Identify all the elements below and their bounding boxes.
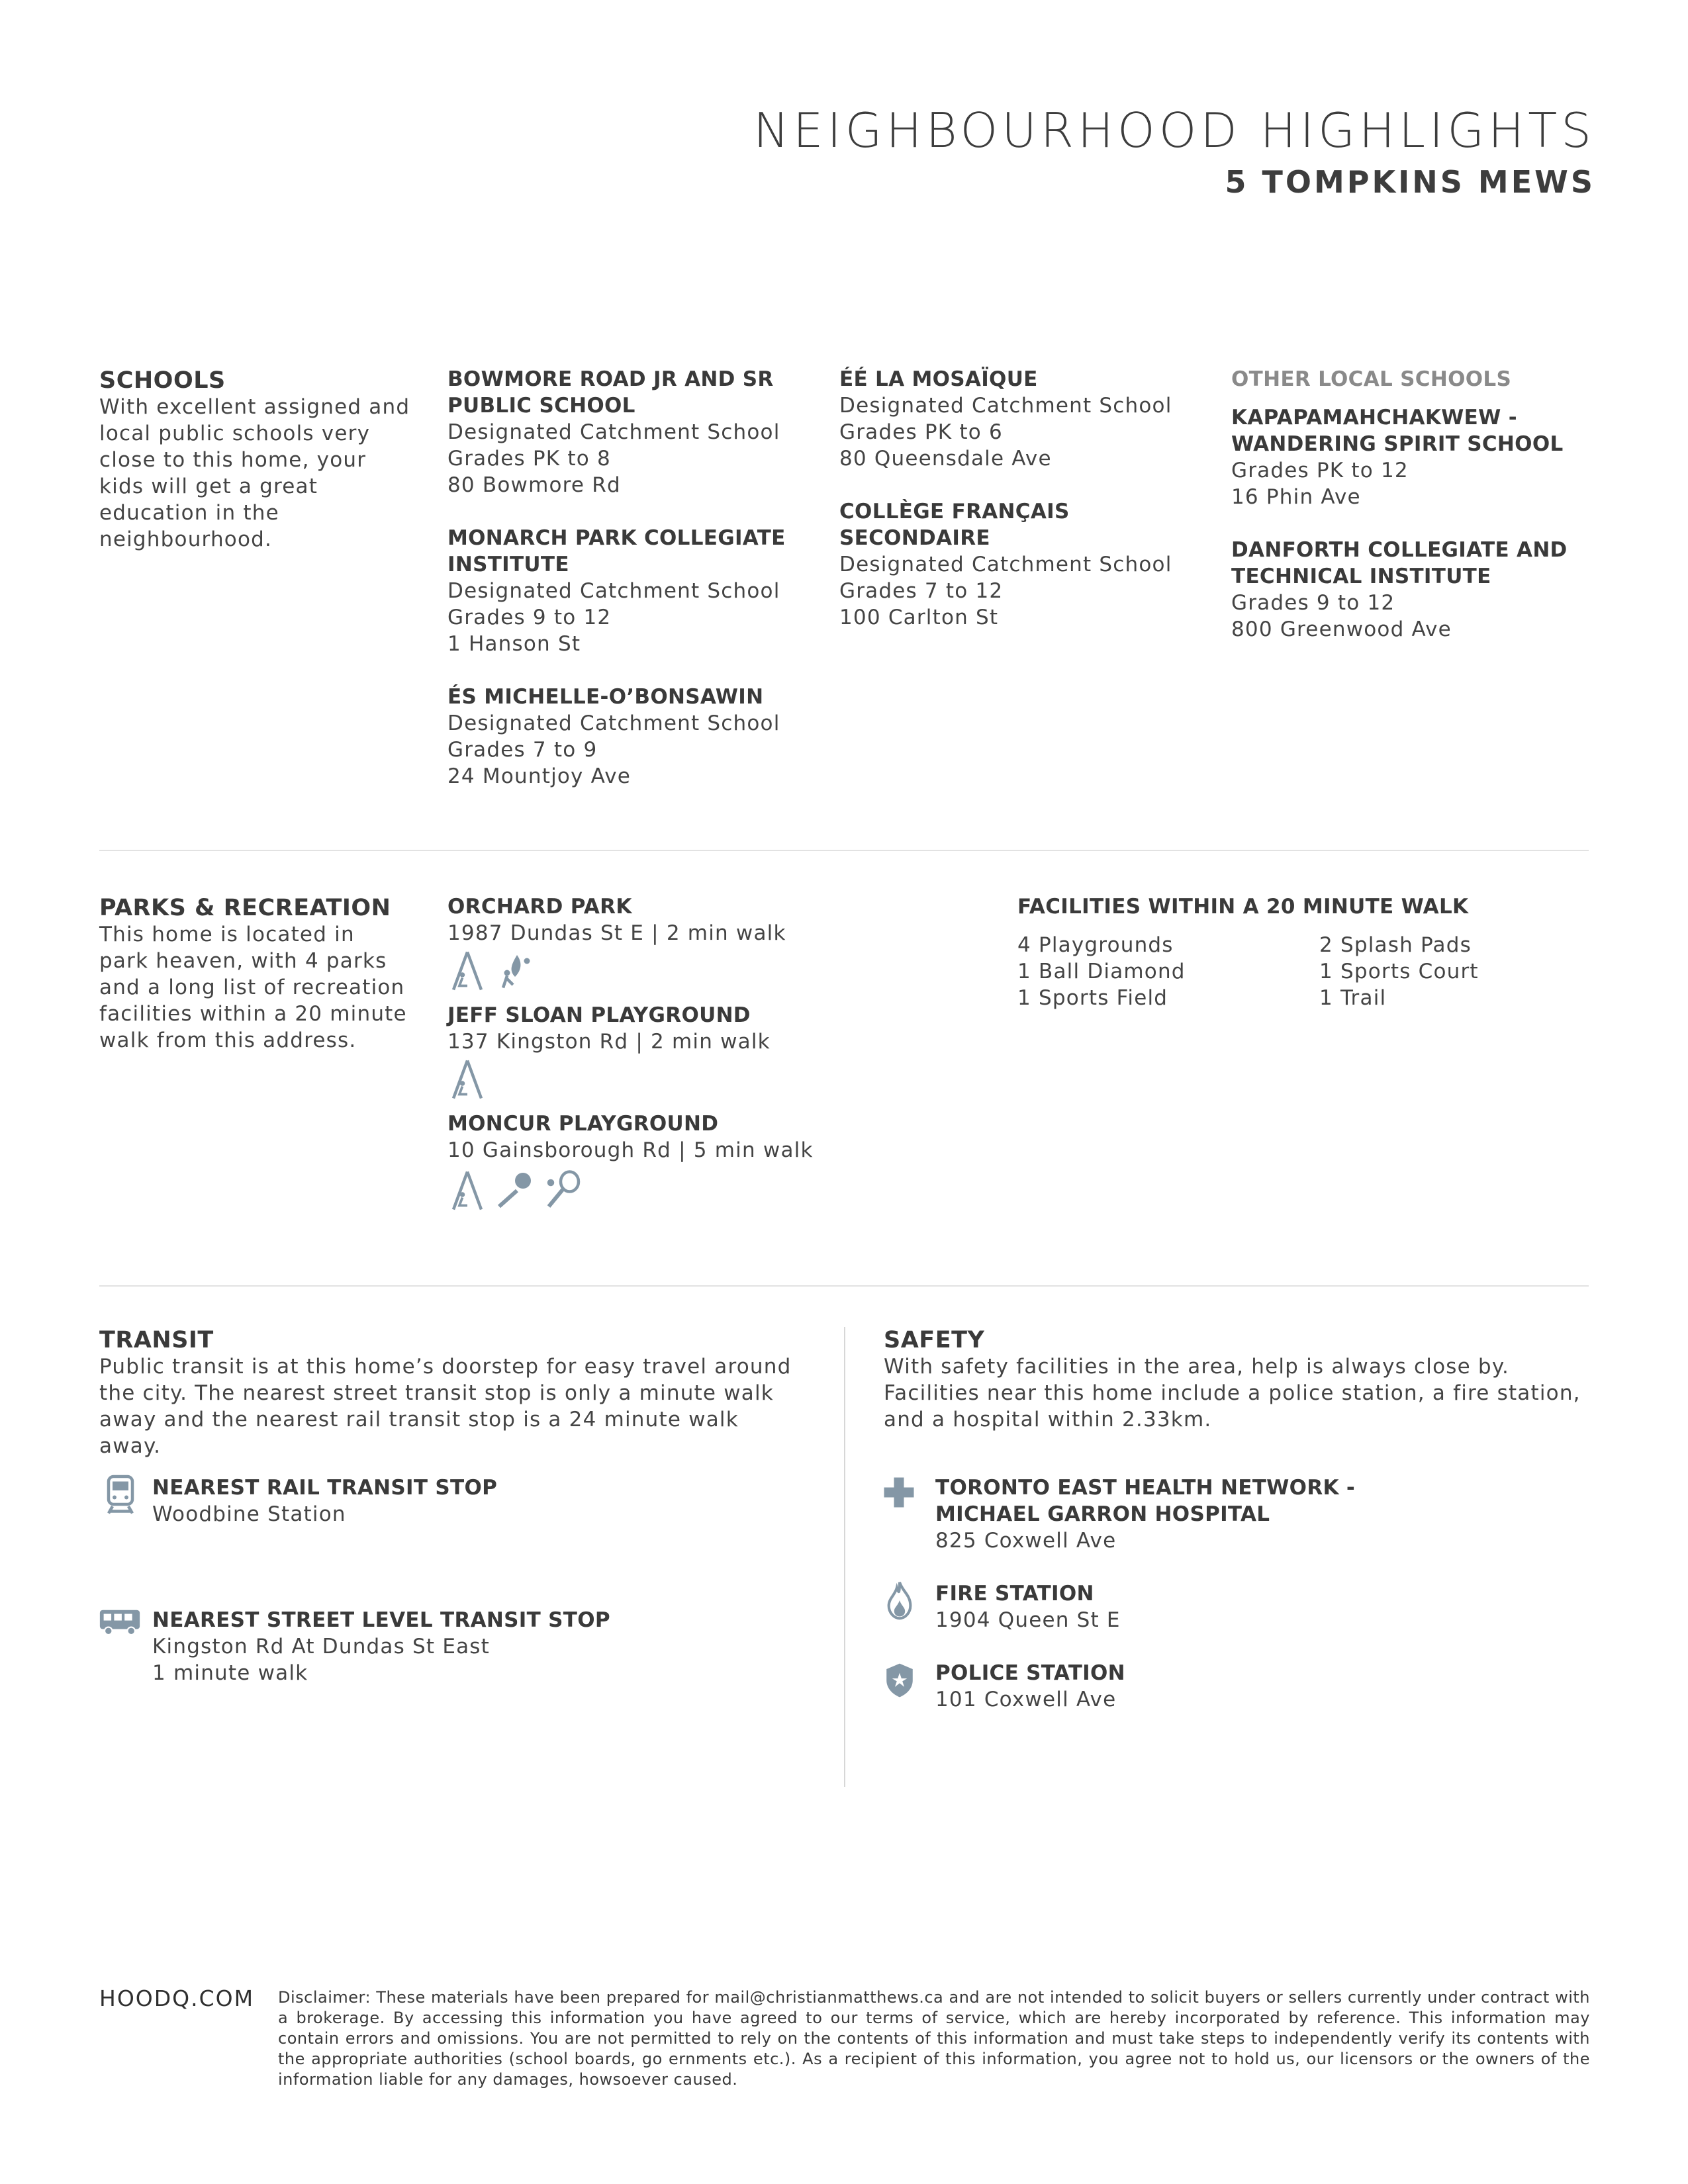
police-badge-icon [884,1661,915,1700]
school-type: Designated Catchment School [447,711,780,735]
school-address: 24 Mountjoy Ave [447,764,632,788]
park-entry [447,1111,911,1212]
footer-brand: HOODQ.COM [99,1985,255,2011]
page-title: NEIGHBOURHOOD HIGHLIGHTS [753,103,1595,158]
school-grades: Grades 7 to 12 [839,579,1004,603]
street-stop-value: Kingston Rd At Dundas St East [152,1635,491,1659]
parks-title: PARKS & RECREATION [99,895,391,921]
hospital-address: 825 Coxwell Ave [935,1529,1117,1553]
hospital [935,1475,1531,1554]
school-address: 16 Phin Ave [1231,485,1361,509]
safety-intro [884,1327,1592,1433]
school-name: DANFORTH COLLEGIATE AND TECHNICAL INSTITUTE [1231,538,1568,588]
school-grades: Grades PK to 12 [1231,459,1409,482]
facility-item: 4 Playgrounds [1017,933,1174,957]
schools-column-3 [1231,366,1589,669]
playground-icon [447,1169,487,1212]
parks-list [447,893,911,1212]
school-address: 100 Carlton St [839,606,999,629]
school-address: 800 Greenwood Ave [1231,617,1452,641]
transit-description: Public transit is at this home’s doorstep for easy travel around the city. The nearest street transit stop is only a minute walk away and the nearest rail transit stop is a 24 minute walk away. [99,1355,792,1458]
facilities-heading: FACILITIES WITHIN A 20 MINUTE WALK [1017,895,1469,919]
safety-title: SAFETY [884,1327,985,1353]
parks-description: This home is located in park heaven, with 4 parks and a long list of recreation facilities within a 20 minute walk from this address. [99,923,407,1052]
fire-icon [885,1580,914,1620]
school-grades: Grades PK to 8 [447,447,611,471]
facility-item: 2 Splash Pads [1319,933,1472,957]
facilities-list [1017,932,1593,1011]
transit-intro [99,1327,794,1459]
school-name: ÉÉ LA MOSAÏQUE [839,367,1038,391]
school-address: 80 Queensdale Ave [839,447,1052,471]
school-entry [839,366,1210,472]
fire-station-address: 1904 Queen St E [935,1608,1121,1632]
playground-icon [447,1058,487,1101]
school-grades: Grades PK to 6 [839,420,1003,444]
school-entry [1231,404,1589,510]
school-type: Designated Catchment School [839,394,1172,418]
transit-title: TRANSIT [99,1327,214,1353]
police-station-address: 101 Coxwell Ave [935,1688,1117,1711]
facility-item: 1 Trail [1319,986,1387,1010]
street-stop [152,1607,748,1686]
park-amenity-icons [447,1169,911,1212]
school-entry [839,498,1210,631]
street-stop-walk: 1 minute walk [152,1661,308,1685]
rail-stop-value: Woodbine Station [152,1502,346,1526]
rail-stop-label: NEAREST RAIL TRANSIT STOP [152,1476,498,1500]
school-entry [447,684,818,790]
tennis-icon [543,1169,583,1212]
facility-item: 1 Ball Diamond [1017,960,1186,983]
park-amenity-icons [447,1058,911,1101]
school-entry [447,525,818,657]
bus-icon [98,1605,142,1638]
school-name: COLLÈGE FRANÇAIS SECONDAIRE [839,500,1070,550]
schools-column-1 [447,366,818,816]
school-type: Designated Catchment School [839,553,1172,576]
section-divider [99,1285,1589,1287]
safety-description: With safety facilities in the area, help is always close by. Facilities near this home include a police station, a fire station, and a hospital within 2.33km. [884,1355,1581,1432]
hospital-name: TORONTO EAST HEALTH NETWORK - MICHAEL GARRON HOSPITAL [935,1476,1356,1526]
playground-icon [447,949,487,993]
school-grades: Grades 7 to 9 [447,738,598,762]
park-entry [447,1002,911,1101]
park-detail: 137 Kingston Rd | 2 min walk [447,1030,771,1054]
footer-disclaimer: Disclaimer: These materials have been prepared for mail@christianmatthews.ca and are not intended to solicit buyers or sellers currently under contract with a brokerage. By accessing this information you have agreed to our terms of service, which are hereby incorporated by reference. This information may contain errors and omissions. You are not permitted to rely on the contents of this information and must take steps to independently verify its contents with the appropriate authorities (school boards, go ernments etc.). As a recipient of this information, you agree not to hold us, our licensors or the owners of the information liable for any damages, howsoever caused. [278,1988,1590,2089]
school-address: 80 Bowmore Rd [447,473,621,497]
other-schools-heading: OTHER LOCAL SCHOOLS [1231,367,1512,391]
facility-item: 1 Sports Court [1319,960,1479,983]
schools-title: SCHOOLS [99,367,226,394]
rail-stop [152,1475,748,1527]
parks-intro [99,895,410,1054]
school-name: BOWMORE ROAD JR AND SR PUBLIC SCHOOL [447,367,774,418]
schools-intro [99,367,410,553]
park-entry [447,893,911,993]
police-station-label: POLICE STATION [935,1661,1125,1685]
park-detail: 1987 Dundas St E | 2 min walk [447,921,786,945]
park-name: MONCUR PLAYGROUND [447,1112,719,1136]
train-icon [101,1473,140,1516]
school-name: ÉS MICHELLE-O’BONSAWIN [447,685,764,709]
park-name: JEFF SLOAN PLAYGROUND [447,1003,751,1027]
school-grades: Grades 9 to 12 [447,606,612,629]
schools-description: With excellent assigned and local public schools very close to this home, your kids will get a great education in the neighbourhood. [99,395,410,551]
hospital-cross-icon [882,1476,915,1509]
school-address: 1 Hanson St [447,632,581,656]
school-entry [447,366,818,498]
facility-item: 1 Sports Field [1017,986,1168,1010]
school-type: Designated Catchment School [447,420,780,444]
school-name: KAPAPAMAHCHAKWEW - WANDERING SPIRIT SCHOOL [1231,406,1564,456]
school-type: Designated Catchment School [447,579,780,603]
fire-station [935,1580,1531,1633]
schools-column-2 [839,366,1210,657]
facilities-panel [1017,893,1593,1011]
column-divider [844,1327,845,1787]
ball-diamond-icon [495,1169,535,1212]
school-name: MONARCH PARK COLLEGIATE INSTITUTE [447,526,786,576]
property-address: 5 TOMPKINS MEWS [1225,164,1595,200]
fire-station-label: FIRE STATION [935,1582,1094,1606]
park-name: ORCHARD PARK [447,895,632,919]
park-amenity-icons [447,949,911,993]
street-stop-label: NEAREST STREET LEVEL TRANSIT STOP [152,1608,610,1632]
school-grades: Grades 9 to 12 [1231,591,1395,615]
school-entry [1231,537,1589,643]
section-divider [99,850,1589,851]
park-detail: 10 Gainsborough Rd | 5 min walk [447,1138,814,1162]
splash-pad-icon [495,949,535,993]
police-station [935,1660,1531,1713]
